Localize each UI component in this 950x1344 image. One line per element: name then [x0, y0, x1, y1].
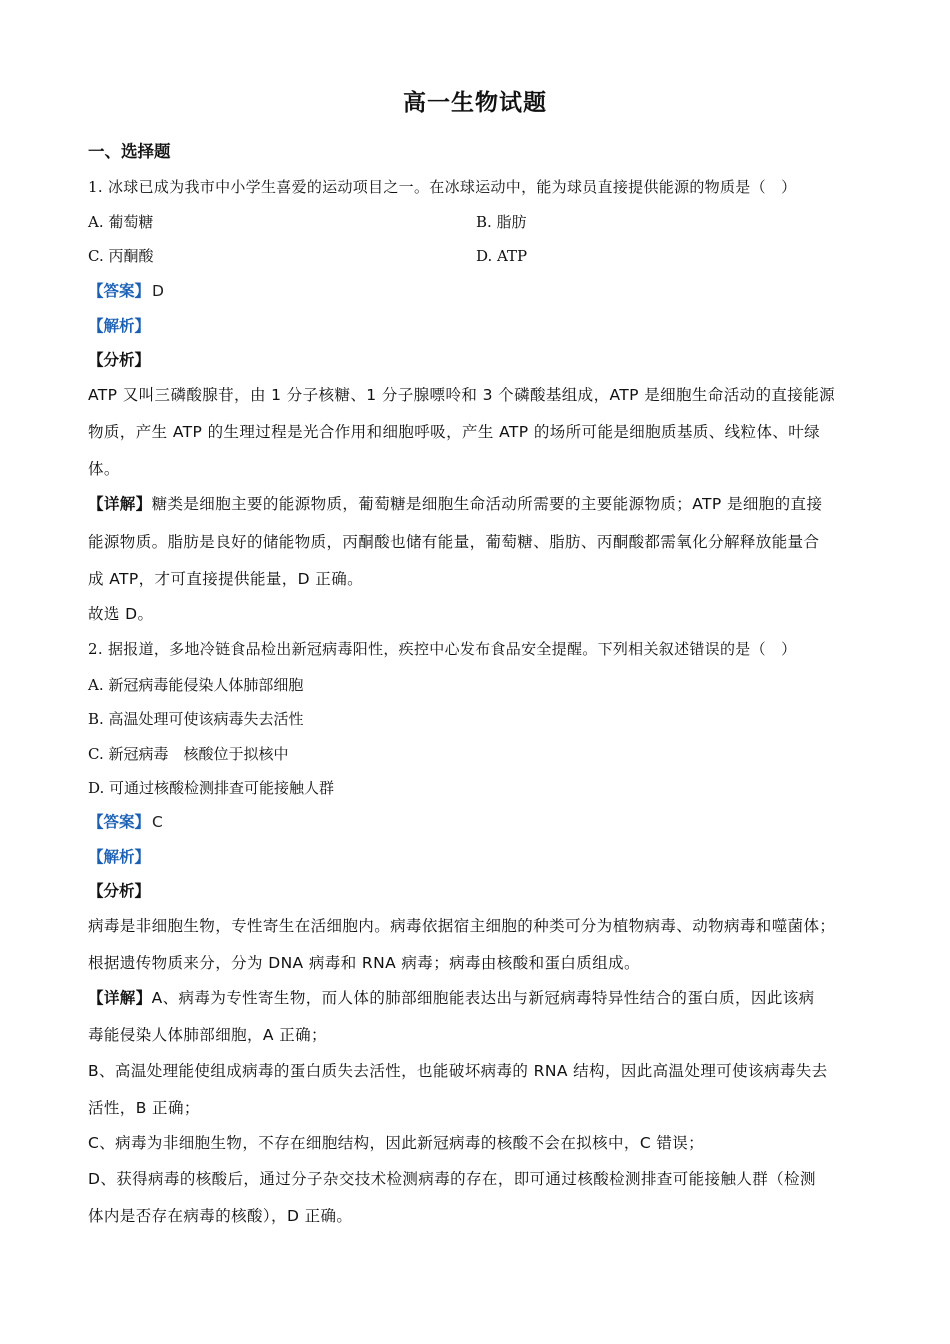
- q2-fenxi-line-2: 根据遗传物质来分，分为 DNA 病毒和 RNA 病毒；病毒由核酸和蛋白质组成。: [88, 954, 640, 972]
- q2-detail-line-2: 毒能侵染人体肺部细胞，A 正确；: [88, 1026, 327, 1044]
- answer-value: D: [152, 282, 164, 300]
- detail-label: 【详解】: [88, 989, 152, 1007]
- q1-fenxi-line-1: ATP 又叫三磷酸腺苷，由 1 分子核糖、1 分子腺嘌呤和 3 个磷酸基组成，ATP 是细胞生命活动的直接能源: [88, 386, 836, 404]
- answer-label: 【答案】: [88, 282, 151, 300]
- answer-value: C: [152, 813, 163, 831]
- q2-option-c: C. 新冠病毒 核酸位于拟核中: [88, 745, 289, 763]
- question-1-stem: 1. 冰球已成为我市中小学生喜爱的运动项目之一。在冰球运动中，能为球员直接提供能源的物质是（ ）: [88, 178, 797, 196]
- q1-option-a: A. 葡萄糖: [88, 213, 154, 231]
- q1-fenxi-label: 【分析】: [88, 351, 151, 369]
- page-title: 高一生物试题: [403, 90, 547, 116]
- q2-fenxi-label: 【分析】: [88, 882, 151, 900]
- q1-conclusion: 故选 D。: [88, 605, 154, 623]
- q1-option-c: C. 丙酮酸: [88, 247, 154, 265]
- q1-detail-line-1: 【详解】糖类是细胞主要的能源物质，葡萄糖是细胞生命活动所需要的主要能源物质；ATP 是细胞的直接: [88, 495, 823, 513]
- q2-option-d: D. 可通过核酸检测排查可能接触人群: [88, 779, 335, 797]
- q1-detail-line-2: 能源物质。脂肪是良好的储能物质，丙酮酸也储有能量，葡萄糖、脂肪、丙酮酸都需氧化分解释放能量合: [88, 533, 820, 551]
- q1-analysis-label: 【解析】: [88, 317, 151, 335]
- q2-detail-line-1: 【详解】A、病毒为专性寄生物，而人体的肺部细胞能表达出与新冠病毒特异性结合的蛋白质，因此该病: [88, 989, 815, 1007]
- q1-option-d: D. ATP: [476, 247, 528, 265]
- q2-detail-line-6: D、获得病毒的核酸后，通过分子杂交技术检测病毒的存在，即可通过核酸检测排查可能接触人群（检测: [88, 1170, 816, 1188]
- answer-label: 【答案】: [88, 813, 151, 831]
- q1-fenxi-line-2: 物质，产生 ATP 的生理过程是光合作用和细胞呼吸，产生 ATP 的场所可能是细胞质基质、线粒体、叶绿: [88, 423, 821, 441]
- q1-fenxi-line-3: 体。: [88, 460, 120, 478]
- q2-detail-line-7: 体内是否存在病毒的核酸），D 正确。: [88, 1207, 353, 1225]
- q2-option-a: A. 新冠病毒能侵染人体肺部细胞: [88, 676, 304, 694]
- q2-detail-line-3: B、高温处理能使组成病毒的蛋白质失去活性，也能破坏病毒的 RNA 结构，因此高温处理可使该病毒失去: [88, 1062, 828, 1080]
- q2-answer: [88, 812, 163, 832]
- section-heading: 一、选择题: [88, 142, 171, 161]
- q1-answer: [88, 281, 164, 301]
- q2-analysis-label: 【解析】: [88, 848, 151, 866]
- detail-label: 【详解】: [88, 495, 152, 513]
- q2-option-b: B. 高温处理可使该病毒失去活性: [88, 710, 304, 728]
- q1-detail-line-3: 成 ATP，才可直接提供能量，D 正确。: [88, 570, 364, 588]
- question-2-stem: 2. 据报道，多地冷链食品检出新冠病毒阳性，疾控中心发布食品安全提醒。下列相关叙述错误的是（ ）: [88, 640, 797, 658]
- q2-detail-line-5: C、病毒为非细胞生物，不存在细胞结构，因此新冠病毒的核酸不会在拟核中，C 错误；: [88, 1134, 705, 1152]
- q2-fenxi-line-1: 病毒是非细胞生物，专性寄生在活细胞内。病毒依据宿主细胞的种类可分为植物病毒、动物病毒和噬菌体；: [88, 917, 836, 935]
- q2-detail-line-4: 活性，B 正确；: [88, 1099, 200, 1117]
- q1-option-b: B. 脂肪: [476, 213, 527, 231]
